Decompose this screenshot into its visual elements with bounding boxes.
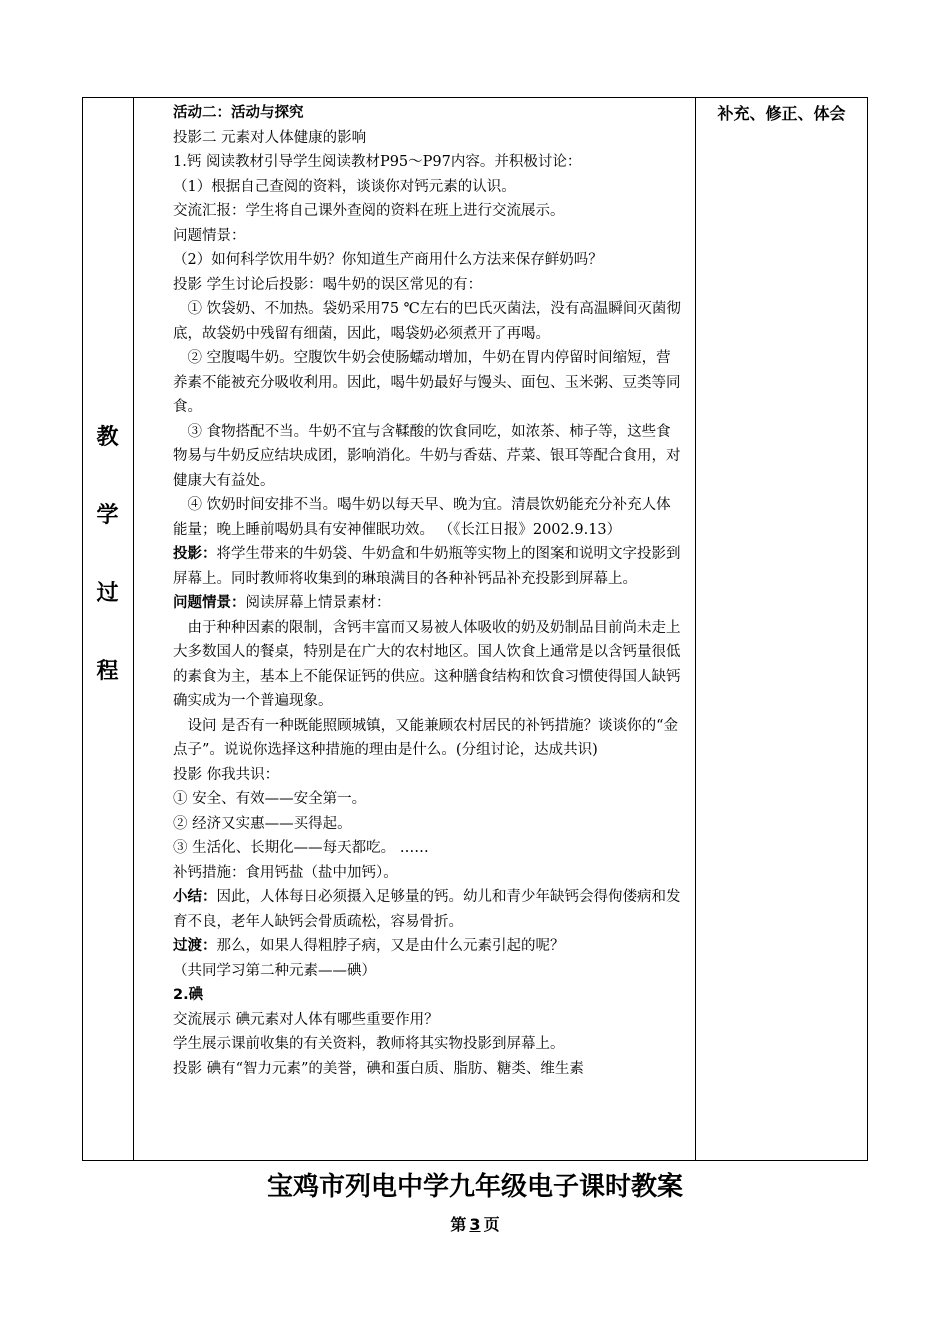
content-line: 投影 碘有“智力元素”的美誉，碘和蛋白质、脂肪、糖类、维生素 [173, 1060, 584, 1077]
bold-label: 投影： [173, 546, 217, 562]
section-char: 程 [96, 659, 119, 684]
section-char: 教 [96, 425, 119, 450]
content-line: 交流展示 碘元素对人体有哪些重要作用？ [173, 1011, 439, 1028]
content-paragraph: ③ 食物搭配不当。牛奶不宜与含鞣酸的饮食同吃，如浓茶、柿子等，这些食物易与牛奶反应结块成团，影响消化。牛奶与香菇、芹菜、银耳等配合食用，对健康大有益处。 [173, 423, 681, 489]
paragraph-text: 阅读屏幕上情景素材： [245, 595, 391, 611]
bold-label: 问题情景： [173, 595, 246, 611]
content-paragraph: 设问 是否有一种既能照顾城镇，又能兼顾农村居民的补钙措施？谈谈你的“金点子”。说说你选择这种措施的理由是什么。(分组讨论，达成共识) [173, 717, 679, 758]
content-paragraph: ② 空腹喝牛奶。空腹饮牛奶会使肠蠕动增加，牛奶在胃内停留时间缩短，营养素不能被充分吸收利用。因此，喝牛奶最好与馒头、面包、玉米粥、豆类等同食。 [173, 350, 681, 415]
content-paragraph [173, 591, 683, 616]
section-char: 过 [96, 581, 119, 606]
content-paragraph [173, 934, 683, 959]
content-line: 1.钙 阅读教材引导学生阅读教材P95～P97内容。并积极讨论： [173, 154, 582, 170]
section-char: 学 [96, 503, 119, 528]
content-subheading: 2.碘 [173, 987, 204, 1003]
content-line: ③ 生活化、长期化——每天都吃。 …… [173, 840, 429, 856]
content-line: 问题情景： [173, 227, 246, 244]
page-prefix: 第 [450, 1215, 467, 1234]
content-line: 交流汇报：学生将自己课外查阅的资料在班上进行交流展示。 [173, 203, 565, 219]
content-line: （2）如何科学饮用牛奶？你知道生产商用什么方法来保存鲜奶吗？ [173, 252, 603, 268]
content-line: 投影 你我共识： [173, 766, 280, 783]
content-paragraph [173, 542, 683, 591]
paragraph-text: 因此，人体每日必须摄入足够量的钙。幼儿和青少年缺钙会得佝偻病和发育不良，老年人缺钙会骨质疏松，容易骨折。 [173, 889, 681, 930]
lesson-content [173, 101, 683, 1081]
content-line: 补钙措施：食用钙盐（盐中加钙）。 [173, 864, 398, 881]
content-line: ① 安全、有效——安全第一。 [173, 791, 367, 807]
content-line: 学生展示课前收集的有关资料，教师将其实物投影到屏幕上。 [173, 1036, 565, 1052]
notes-column [695, 98, 867, 1160]
content-line: ② 经济又实惠——买得起。 [173, 815, 352, 832]
activity-title: 活动二：活动与探究 [173, 105, 304, 121]
bold-label: 过渡： [173, 938, 217, 954]
content-paragraph [173, 885, 683, 934]
content-line: （共同学习第二种元素——碘） [173, 962, 376, 979]
page-suffix: 页 [483, 1215, 500, 1234]
content-line: 投影二 元素对人体健康的影响 [173, 129, 367, 146]
lesson-plan-table [82, 97, 868, 1161]
paragraph-text: 那么，如果人得粗脖子病，又是由什么元素引起的呢？ [216, 938, 565, 954]
page-number: 3 [469, 1215, 481, 1234]
content-paragraph: ① 饮袋奶、不加热。袋奶采用75 ℃左右的巴氏灭菌法，没有高温瞬间灭菌彻底，故袋奶中残留有细菌，因此，喝袋奶必须煮开了再喝。 [173, 301, 681, 342]
content-paragraph: ④ 饮奶时间安排不当。喝牛奶以每天早、晚为宜。清晨饮奶能充分补充人体能量；晚上睡前喝奶具有安神催眠功效。 （《长江日报》2002.9.13） [173, 497, 671, 538]
content-line: 投影 学生讨论后投影：喝牛奶的误区常见的有： [173, 276, 483, 293]
section-label-column [83, 98, 134, 1160]
notes-header: 补充、修正、体会 [717, 104, 846, 123]
document-footer-title: 宝鸡市列电中学九年级电子课时教案 [266, 1172, 683, 1202]
content-paragraph: 由于种种因素的限制，含钙丰富而又易被人体吸收的奶及奶制品目前尚未走上大多数国人的餐桌，特别是在广大的农村地区。国人饮食上通常是以含钙量很低的素食为主，基本上不能保证钙的供应。这种膳食结构和饮食习惯使得国人缺钙确实成为一个普遍现象。 [173, 619, 681, 709]
bold-label: 小结： [173, 889, 217, 905]
page-number-line [0, 1212, 950, 1235]
paragraph-text: 将学生带来的牛奶袋、牛奶盒和牛奶瓶等实物上的图案和说明文字投影到屏幕上。同时教师将收集到的琳琅满目的各种补钙品补充投影到屏幕上。 [173, 546, 681, 587]
content-line: （1）根据自己查阅的资料，谈谈你对钙元素的认识。 [173, 178, 516, 195]
